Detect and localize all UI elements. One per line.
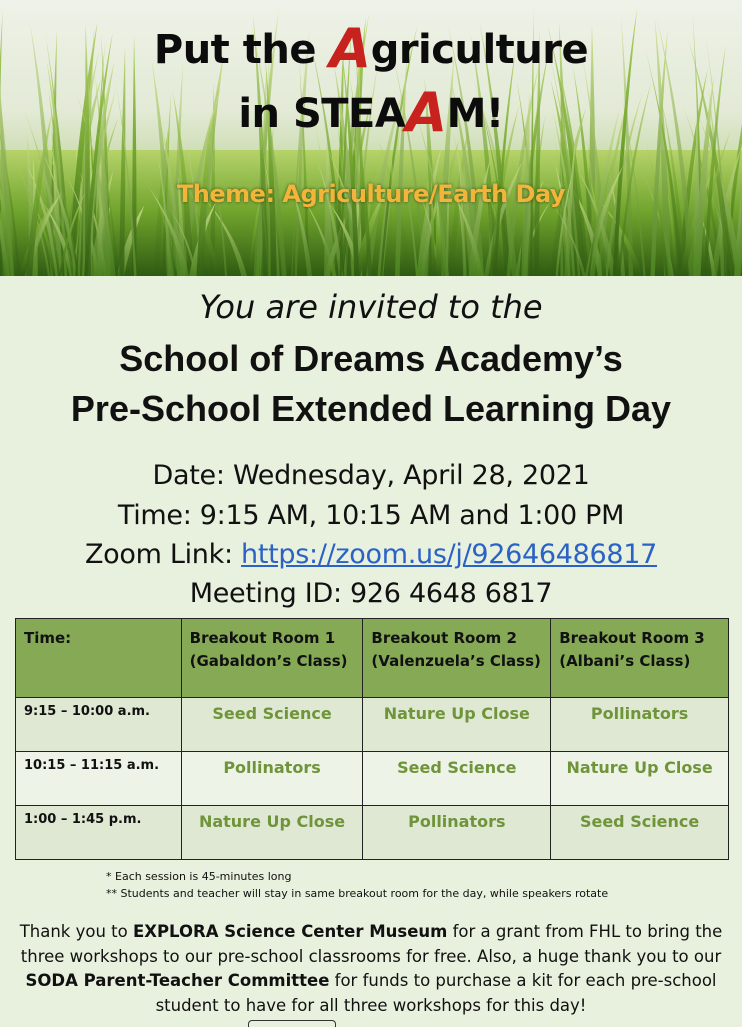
session-cell: Seed Science bbox=[551, 806, 729, 860]
event-date: Date: Wednesday, April 28, 2021 bbox=[152, 460, 590, 491]
session-cell: Pollinators bbox=[181, 752, 363, 806]
schedule-table bbox=[15, 618, 729, 860]
school-name: School of Dreams Academy’s bbox=[119, 338, 623, 379]
session-cell: Nature Up Close bbox=[551, 752, 729, 806]
hero-banner bbox=[0, 0, 742, 276]
session-cell: Seed Science bbox=[181, 698, 363, 752]
session-cell: Nature Up Close bbox=[181, 806, 363, 860]
header-time: Time: bbox=[16, 619, 182, 698]
table-row bbox=[16, 806, 729, 860]
row-time: 1:00 – 1:45 p.m. bbox=[16, 806, 182, 860]
session-cell: Nature Up Close bbox=[363, 698, 551, 752]
zoom-link-line bbox=[0, 539, 742, 570]
hero-title-line1: Put the Agriculture bbox=[153, 17, 589, 80]
footnote-2: ** Students and teacher will stay in same breakout room for the day, while speakers rotate bbox=[106, 887, 609, 900]
sponsor-soda: SODA Parent-Teacher Committee bbox=[25, 971, 330, 990]
event-time: Time: 9:15 AM, 10:15 AM and 1:00 PM bbox=[117, 500, 625, 531]
row-time: 9:15 – 10:00 a.m. bbox=[16, 698, 182, 752]
invite-intro: You are invited to the bbox=[199, 288, 543, 326]
hero-title-line2: in STEAAM! bbox=[238, 81, 504, 144]
theme-text: Theme: Agriculture/Earth Day bbox=[176, 180, 566, 208]
session-cell: Pollinators bbox=[551, 698, 729, 752]
footnote-1: * Each session is 45-minutes long bbox=[106, 870, 292, 883]
table-row bbox=[16, 698, 729, 752]
zoom-link[interactable]: https://zoom.us/j/92646486817 bbox=[241, 539, 658, 570]
header-room-3: Breakout Room 3 (Albani’s Class) bbox=[551, 619, 729, 698]
event-name: Pre-School Extended Learning Day bbox=[70, 388, 672, 429]
table-row bbox=[16, 752, 729, 806]
sponsor-explora: EXPLORA Science Center Museum bbox=[132, 922, 448, 941]
footnotes bbox=[106, 868, 608, 902]
thank-you-paragraph: Thank you to EXPLORA Science Center Museum for a grant from FHL to bring the three workshops to our pre-school classrooms for free. Also, a huge thank you to our SODA Parent-Teacher Committee for funds to purchase a kit for each pre-school student to have for all three workshops for this day! bbox=[19, 922, 723, 1015]
header-room-2: Breakout Room 2 (Valenzuela’s Class) bbox=[363, 619, 551, 698]
meeting-id: Meeting ID: 926 4648 6817 bbox=[189, 578, 553, 609]
session-cell: Pollinators bbox=[363, 806, 551, 860]
row-time: 10:15 – 11:15 a.m. bbox=[16, 752, 182, 806]
zoom-link-label: Zoom Link: bbox=[84, 539, 242, 570]
schedule-header-row bbox=[16, 619, 729, 698]
header-room-1: Breakout Room 1 (Gabaldon’s Class) bbox=[181, 619, 363, 698]
session-cell: Seed Science bbox=[363, 752, 551, 806]
